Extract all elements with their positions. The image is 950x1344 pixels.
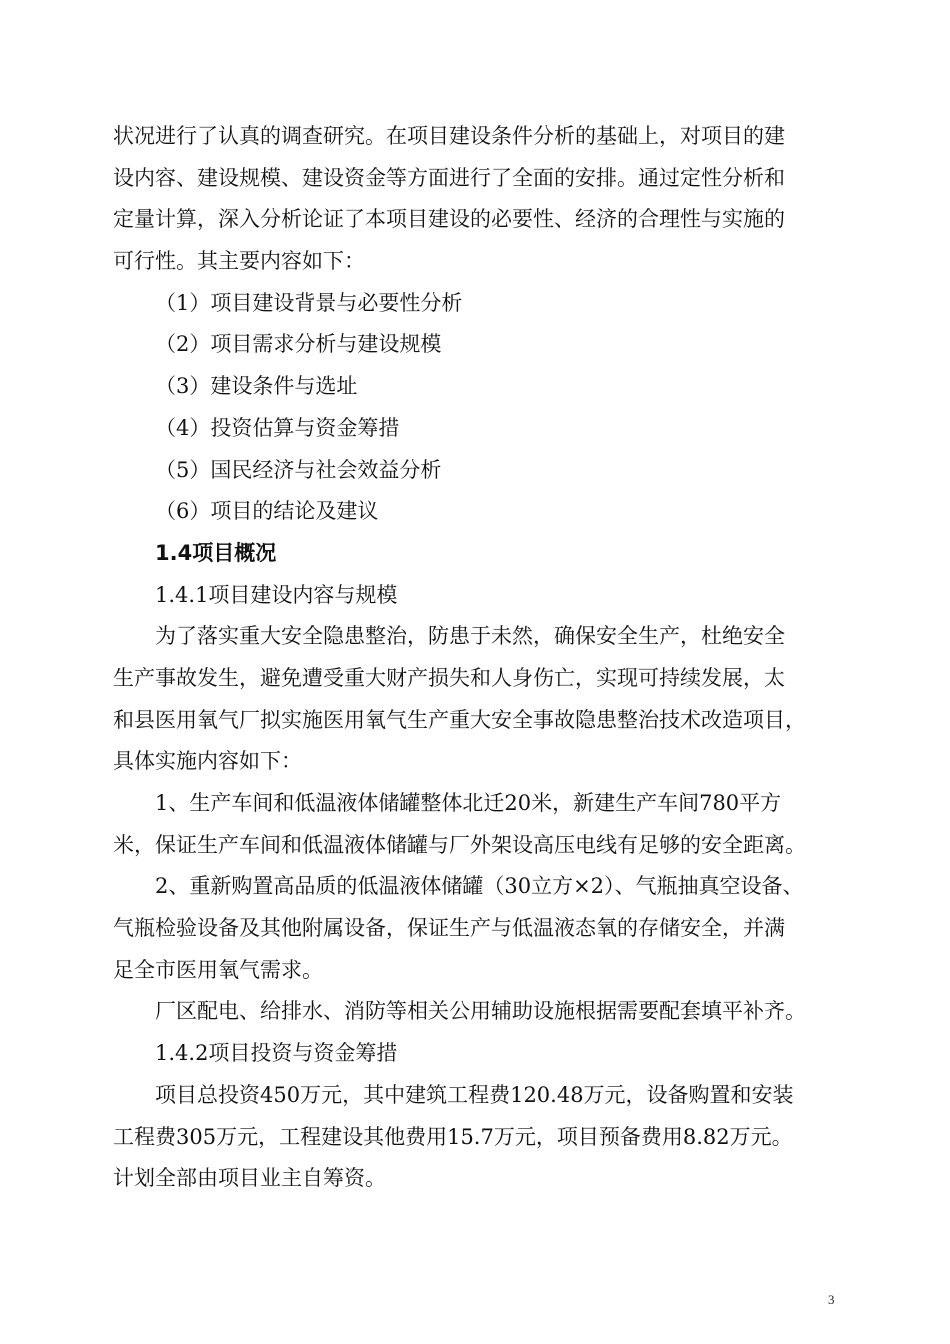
paragraph-line: 米，保证生产车间和低温液体储罐与厂外架设高压电线有足够的安全距离。 [113,832,806,857]
paragraph-line: 可行性。其主要内容如下： [113,249,365,274]
paragraph-line: 2、重新购置高品质的低温液体储罐（30立方×2）、气瓶抽真空设备、 [155,874,804,899]
list-item: （6）项目的结论及建议 [155,499,379,524]
subsection-heading: 1.4.1项目建设内容与规模 [155,582,398,607]
paragraph-line: 状况进行了认真的调查研究。在项目建设条件分析的基础上，对项目的建 [113,124,785,148]
list-item: （4）投资估算与资金筹措 [155,415,400,440]
paragraph-line: 具体实施内容如下： [113,749,302,774]
paragraph-line: 厂区配电、给排水、消防等相关公用辅助设施根据需要配套填平补齐。 [155,999,806,1024]
page-number: 3 [828,1292,835,1307]
list-item: （2）项目需求分析与建设规模 [155,332,442,357]
paragraph-line: 为了落实重大安全隐患整治，防患于未然，确保安全生产，杜绝安全 [155,624,785,649]
paragraph-line: 气瓶检验设备及其他附属设备，保证生产与低温液态氧的存储安全，并满 [113,916,785,941]
paragraph-line: 足全市医用氧气需求。 [113,957,323,982]
paragraph-line: 计划全部由项目业主自筹资。 [113,1166,386,1191]
paragraph-line: 工程费305万元，工程建设其他费用15.7万元，项目预备费用8.82万元。 [113,1124,793,1149]
list-item: （5）国民经济与社会效益分析 [155,457,442,482]
subsection-heading: 1.4.2项目投资与资金筹措 [155,1041,398,1066]
paragraph-line: 和县医用氧气厂拟实施医用氧气生产重大安全事故隐患整治技术改造项目， [113,707,806,732]
list-item: （1）项目建设背景与必要性分析 [155,290,463,315]
paragraph-line: 生产事故发生，避免遭受重大财产损失和人身伤亡，实现可持续发展，太 [113,665,785,690]
paragraph-line: 1、生产车间和低温液体储罐整体北迁20米，新建生产车间780平方 [155,791,782,815]
body-text [113,116,843,1200]
paragraph-line: 项目总投资450万元，其中建筑工程费120.48万元，设备购置和安装 [155,1082,794,1107]
section-heading: 1.4项目概况 [155,540,277,565]
paragraph-line: 设内容、建设规模、建设资金等方面进行了全面的安排。通过定性分析和 [113,165,785,190]
paragraph-line: 定量计算，深入分析论证了本项目建设的必要性、经济的合理性与实施的 [113,207,785,232]
list-item: （3）建设条件与选址 [155,374,358,399]
